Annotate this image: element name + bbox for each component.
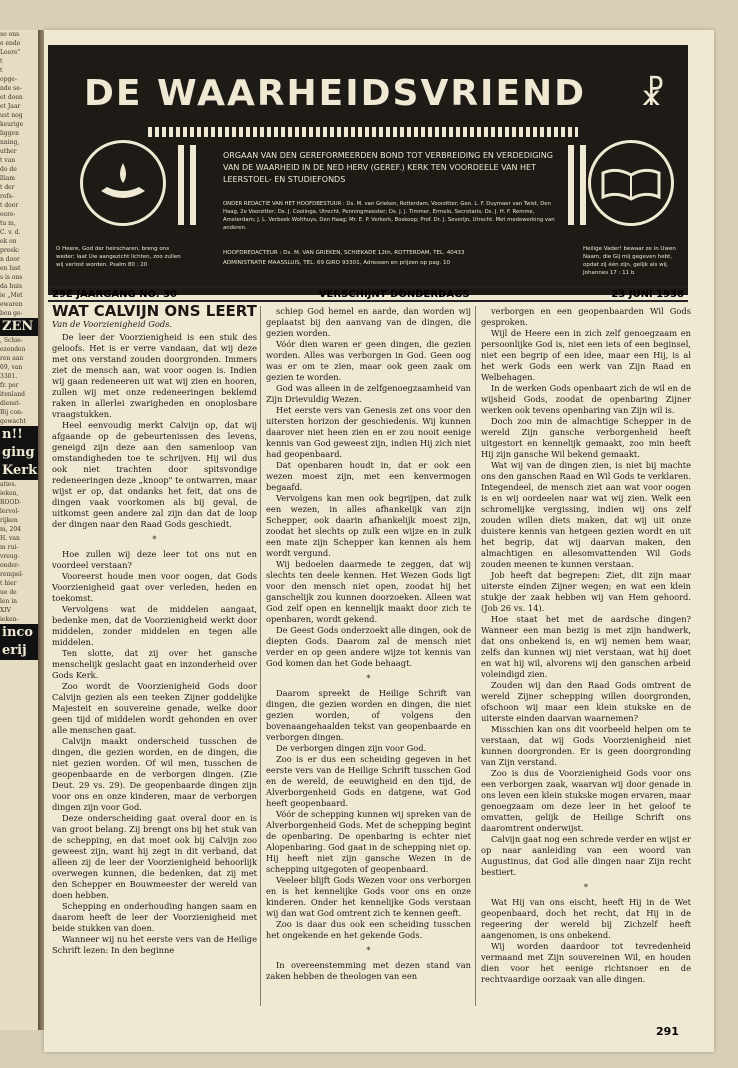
- article-paragraph: Vóór de schepping kunnen wij spreken van de Alverborgenheid Gods. Met de schepping begint de openbaring. De openbaring is echter niet Alopenbaring. God gaat in de schepping niet op. Hij heeft niet zijn gansche Wezen in de schepping uitgegoten of geopenbaard.: [266, 809, 471, 874]
- prev-page-fragment: e ende: [0, 40, 21, 47]
- prev-page-fragment: ROOD-: [0, 499, 22, 506]
- article-paragraph: Wijl de Heere een in zich zelf genoegzaam en persoonlijke God is, niet een iets of een beginsel, niet een begrip of een idee, maar een Hij, is al het werk Gods een werk van Zijn Raad en Welbehagen.: [481, 328, 691, 382]
- prev-page-heading: erij: [0, 642, 40, 660]
- prev-page-fragment: XIV: [0, 607, 11, 614]
- article-paragraph: Deze onderscheiding gaat overal door en is van groot belang. Zij brengt ons bij het stuk van de schepping, en dat moet ook bij Calvijn zoo geweest zijn, want hij zegt in dit verband, dat alleen zij de leer der Voorzienigheid behoorlijk overwegen kunnen, die bedenken, dat zij met den Schepper en Bouwmeester der wereld van doen hebben.: [52, 813, 257, 900]
- prev-page-fragment: ek on: [0, 238, 17, 245]
- masthead: [48, 45, 688, 295]
- prev-page-fragment: rijken: [0, 517, 18, 524]
- article-paragraph: Hoe zullen wij deze leer tot ons nut en voordeel verstaan?: [52, 549, 257, 570]
- column-rule: [475, 306, 476, 1006]
- prev-page-fragment: , Schie-: [0, 337, 23, 344]
- article-paragraph: Vervolgens kan men ook begrijpen, dat zulk een wezen, in alles afhankelijk van zijn Schepper, ook daarin afhankelijk moest zijn, zoodat het slechts op zulk een wijze en in zulk een mate zijn Schepper kan kennen als hem wordt vergund.: [266, 493, 471, 558]
- article-paragraph: Heel eenvoudig merkt Calvijn op, dat wij afgaande op de gebeurtenissen des levens, geneigd zijn deze aan den samenloop van omstandigheden toe te schrijven. Hij wil dus ook niet trachten door spitsvondige redeneeringen deze „knoop" te ontwarren, maar wijst er op, dat ondanks het feit, dat ons de dingen vaak voorkomen als bij geval, de uitkomst geen andere zal zijn dan dat de loop der dingen naar den Raad Gods geschiedt.: [52, 420, 257, 529]
- lamp-emblem-icon: [80, 140, 166, 226]
- prev-page-fragment: ezonden: [0, 346, 26, 353]
- section-separator: *: [366, 945, 371, 955]
- prev-page-heading: inco: [0, 624, 40, 642]
- article-subtitle: Van de Voorzienigheid Gods.: [52, 319, 173, 329]
- volume-number: 29E JAARGANG NO. 30: [52, 288, 177, 300]
- prev-page-fragment: et doen: [0, 94, 23, 101]
- prev-page-heading: Kerk: [0, 462, 40, 480]
- section-separator: *: [583, 882, 589, 892]
- prev-page-fragment: preek:: [0, 247, 20, 254]
- prev-page-heading: ZEN: [0, 318, 40, 336]
- article-paragraph: Veeleer blijft Gods Wezen voor ons verborgen en is het kennelijke Gods voor ons en onze kinderen. Onder het kennelijke Gods verstaan wij dan wat God omtrent zich te kennen geeft.: [266, 875, 471, 918]
- article-paragraph: Zouden wij dan den Raad Gods omtrent de wereld Zijner schepping willen doorgronden, ofschoon wij maar een klein stukske en de uiterste einden daarvan waarnemen?: [481, 680, 691, 723]
- prev-page-fragment: opge-: [0, 76, 17, 83]
- prev-page-fragment: vreug-: [0, 553, 20, 560]
- prev-page-heading: ging: [0, 444, 40, 462]
- prev-page-fragment: Leere": [0, 49, 21, 56]
- article-paragraph: Calvijn gaat nog een schrede verder en wijst er op naar aanleiding van een woord van Augustinus, dat God alle dingen naar Zijn recht bestiert.: [481, 834, 691, 877]
- prev-page-fragment: lliam: [0, 175, 16, 182]
- previous-page-edge: [0, 30, 43, 1030]
- article-title: WAT CALVIJN ONS LEERT: [52, 302, 257, 320]
- prev-page-fragment: ust nog: [0, 112, 23, 119]
- prev-page-fragment: en lust: [0, 265, 21, 272]
- prev-page-fragment: aties.: [0, 481, 17, 488]
- prev-page-fragment: fr. per: [0, 382, 19, 389]
- prev-page-fragment: ben ge-: [0, 310, 23, 317]
- prev-page-fragment: m, 204: [0, 526, 21, 533]
- prev-page-fragment: m rui-: [0, 544, 19, 551]
- article-paragraph: Wat Hij van ons eischt, heeft Hij in de Wet geopenbaard, doch het recht, dat Hij in de regeering der wereld bij Zichzelf heeft aangenomen, is ons onbekend.: [481, 897, 691, 940]
- issue-date: 23 JUNI 1938: [611, 288, 684, 300]
- article-paragraph: In overeenstemming met dezen stand van zaken hebben de theologen van een: [266, 960, 471, 981]
- article-paragraph: Ten slotte, dat zij over het gansche menschelijk geslacht gaat en inzonderheid over Gods Kerk.: [52, 648, 257, 680]
- prev-page-fragment: ieken,: [0, 490, 19, 497]
- article-paragraph: Zoo wordt de Voorzienigheid Gods door Calvijn gezien als een teeken Zijner goddelijke Majesteit en souvereine genade, welke door geen tijd of middelen wordt gehonden en over alle menschen gaat.: [52, 681, 257, 735]
- column-rule: [260, 306, 261, 1006]
- article-paragraph: De verborgen dingen zijn voor God.: [276, 743, 427, 753]
- prev-page-fragment: onder-: [0, 562, 20, 569]
- prev-page-fragment: et Jaar: [0, 103, 21, 110]
- editorial-board: ONDER REDACTIE VAN HET HOOFDBESTUUR : Ds. M. van Grieken, Rotterdam, Voorzitter; Gen. L. F. Duymaer van Twist, Den Haag, 2e Voorzitter; Ds. J. Coolinga, Utrecht, Penningmeester; Ds. J. J. Timmer, Ermelo, Secretaris; Ds. J. H. F. Remme, Amsterdam; J. L. Verbeek Wolthuys, Den Haag; Mr. E. P. Verkerk, Boskoop; Prof. Dr. J. Severijn, Utrecht. Met medewerking van anderen.: [223, 201, 555, 231]
- article-paragraph: De Geest Gods onderzoekt alle dingen, ook de diepten Gods. Daarom zal de mensch niet verder en op geen andere wijze tot kennis van God komen dan het Gode behaagt.: [266, 625, 471, 668]
- article-paragraph: Het eerste vers van Genesis zet ons voor den uitersten horizon der geschiedenis. Wij kunnen daarover niet heen zien en er zou nooit eenige kennis van God geweest zijn, indien Hij zich niet had geopenbaard.: [266, 405, 471, 459]
- prev-page-fragment: gewacht: [0, 418, 26, 425]
- prev-page-fragment: t door: [0, 202, 19, 209]
- article-column-2: [266, 306, 471, 982]
- article-paragraph: In de werken Gods openbaart zich de wil en de wijsheid Gods, zoodat de openbaring Zijner werken ook tevens openbaring van Zijn wil is.: [481, 383, 691, 415]
- article-paragraph: Misschien kan ons dit voorbeeld helpen om te verstaan, dat wij Gods Voorzienigheid niet kunnen doorgronden. Er is geen doorgronding van Zijn verstand.: [481, 724, 691, 767]
- prev-page-fragment: itenland: [0, 391, 25, 398]
- article-column-3: [481, 306, 691, 985]
- prev-page-fragment: liggen: [0, 130, 19, 137]
- prev-page-fragment: C. v. d.: [0, 229, 21, 236]
- pillar-decoration: [580, 145, 586, 225]
- prev-page-fragment: s is ons: [0, 274, 23, 281]
- article-paragraph: schiep God hemel en aarde, dan worden wij geplaatst bij den aanvang van de dingen, die gezien worden.: [266, 306, 471, 338]
- prev-page-fragment: dienst-: [0, 400, 21, 407]
- newspaper-page: [44, 30, 714, 1052]
- article-paragraph: Wij bedoelen daarmede te zeggen, dat wij slechts ten deele kennen. Het Wezen Gods ligt voor den mensch niet open, zoodat hij het ganschelijk zou kunnen doorzoeken. Alleen wat God zelf open en kennelijk maakt door zich te openbaren, wordt gekend.: [266, 559, 471, 624]
- masthead-title: DE WAARHEIDSVRIEND: [84, 73, 587, 114]
- prev-page-fragment: so ons: [0, 31, 20, 38]
- prev-page-fragment: H. van: [0, 535, 20, 542]
- prev-page-fragment: t: [0, 58, 3, 65]
- prev-page-fragment: t der: [0, 184, 15, 191]
- prev-page-fragment: n door: [0, 256, 20, 263]
- article-paragraph: Zoo is er dus een scheiding gegeven in het eerste vers van de Heilige Schrift tusschen God en de wereld, de eeuwigheid en den tijd, de Alverborgenheid Gods en datgene, wat God heeft geopenbaard.: [266, 754, 471, 808]
- pillar-decoration: [190, 145, 196, 225]
- prev-page-fragment: ie „Met: [0, 292, 23, 299]
- open-book-emblem-icon: [588, 140, 674, 226]
- article-paragraph: Vervolgens wat de middelen aangaat, bedenke men, dat de Voorzienigheid werkt door middelen, zonder middelen en tegen alle middelen.: [52, 604, 257, 647]
- issue-band: [48, 286, 688, 302]
- prev-page-fragment: keurige: [0, 121, 24, 128]
- page-number: 291: [656, 1025, 679, 1038]
- article-paragraph: verborgen en een geopenbaarden Wil Gods gesproken.: [481, 306, 691, 327]
- prev-page-fragment: ewaren: [0, 301, 23, 308]
- prev-page-fragment: uther: [0, 148, 17, 155]
- motto-john: Heilige Vader! bewaar ze in Uwen Naam, die Gij mij gegeven hebt, opdat zij één zijn, gelijk als wij. Johannes 17 : 11 b: [583, 246, 676, 276]
- article-paragraph: God was alleen in de zelfgenoegzaamheid van Zijn Drievuldig Wezen.: [266, 383, 471, 404]
- article-column-1: [52, 302, 257, 956]
- article-paragraph: Wij worden daardoor tot tevredenheid vermaand met Zijn souvereinen Wil, en houden dien voor het eenige richtsnoer en de rechtvaardige oorzaak van alle dingen.: [481, 941, 691, 984]
- prev-page-fragment: do de: [0, 166, 17, 173]
- prev-page-heading: n!!: [0, 426, 40, 444]
- chief-editor: HOOFDREDACTEUR : Ds. M. VAN GRIEKEN, SCHIEKADE 12th, ROTTERDAM, TEL. 40433: [223, 250, 465, 256]
- section-separator: *: [366, 673, 371, 683]
- article-paragraph: Schepping en onderhouding hangen saam en daarom heeft de leer der Voorzienigheid met beide stukken van doen.: [52, 901, 257, 933]
- prev-page-fragment: ieken-: [0, 616, 19, 623]
- prev-page-fragment: t: [0, 67, 3, 74]
- prev-page-fragment: 3301.: [0, 373, 18, 380]
- article-paragraph: Doch zoo min de almachtige Schepper in de wereld Zijn gansche verborgenheid heeft uitgestort en kennelijk gemaakt, zoo min heeft Hij zijn gansche Wil bekend gemaakt.: [481, 416, 691, 459]
- publication-schedule: VERSCHIJNT DONDERDAGS: [318, 288, 470, 300]
- article-paragraph: Calvijn maakt onderscheid tusschen de dingen, die gezien worden, en de dingen, die niet gezien worden. Of wil men, tusschen de geopenbaarde en de verborgen dingen. (Zie Deut. 29 vs. 29). De geopenbaarde dingen zijn voor ons en onze kinderen, maar de verborgen dingen zijn voor God.: [52, 736, 257, 812]
- prev-page-fragment: 69, van: [0, 364, 23, 371]
- article-paragraph: Daarom spreekt de Heilige Schrift van dingen, die gezien worden en dingen, die niet gezien worden, of volgens den bovenaangehaalden tekst van geopenbaarde en verborgen dingen.: [266, 688, 471, 742]
- prev-page-fragment: ue de: [0, 589, 17, 596]
- prev-page-fragment: rofs-: [0, 193, 14, 200]
- prev-page-fragment: lervol-: [0, 508, 20, 515]
- prev-page-fragment: t hier: [0, 580, 17, 587]
- prev-page-fragment: Bij con-: [0, 409, 23, 416]
- administration: ADMINISTRATIE MAASSLUIS, TEL. 69 GIRO 93301, Adressen en prijzen op pag. 10: [223, 260, 451, 266]
- prev-page-fragment: eere-: [0, 211, 16, 218]
- masthead-stripe: [148, 127, 578, 137]
- motto-psalm: O Heere, God der heirscharen, breng ons weder; laat Uw aangezicht lichten, zoo zullen wij verlost worden. Psalm 80 : 20: [56, 246, 181, 268]
- prev-page-fragment: tu m,: [0, 220, 16, 227]
- section-separator: *: [152, 534, 157, 544]
- article-paragraph: De leer der Voorzienigheid is een stuk des geloofs. Het is er verre vandaan, dat wij deze met ons verstand zouden doorgronden. Immers ziet de mensch aan, wat voor oogen is. Indien wij gaan redeneeren uit wat wij zien en hooren, zullen wij met onze redeneeringen beklemd raken in allerlei zwarigheden en onoplosbare vraagstukken.: [52, 332, 257, 419]
- article-paragraph: Dat openbaren houdt in, dat er ook een wezen moest zijn, met een kenvermogen begaafd.: [266, 460, 471, 492]
- article-paragraph: Wanneer wij nu het eerste vers van de Heilige Schrift lezen: In den beginne: [52, 934, 257, 955]
- address-block: [223, 248, 563, 268]
- prev-page-fragment: ren aan: [0, 355, 24, 362]
- chi-rho-icon: ☧: [640, 75, 666, 113]
- prev-page-fragment: rempel-: [0, 571, 24, 578]
- pillar-decoration: [178, 145, 184, 225]
- article-paragraph: Job heeft dat begrepen: Ziet, dit zijn maar uiterste einden Zijner wegen; en wat een klein stukje der zaak hebben wij van Hem gehoord. (Job 26 vs. 14).: [481, 570, 691, 613]
- organ-subtitle: ORGAAN VAN DEN GEREFORMEERDEN BOND TOT VERBREIDING EN VERDEDIGING VAN DE WAARHEID IN DE NED HERV (GEREF.) KERK TEN VOORDEELE VAN HET LEERSTOEL- EN STUDIEFONDS: [223, 151, 553, 184]
- prev-page-fragment: da huis: [0, 283, 23, 290]
- prev-page-fragment: nde se-: [0, 85, 22, 92]
- article-paragraph: Vooreerst houde men voor oogen, dat Gods Voorzienigheid gaat over verleden, heden en toekomst.: [52, 571, 257, 603]
- prev-page-fragment: nning,: [0, 139, 20, 146]
- pillar-decoration: [568, 145, 574, 225]
- prev-page-fragment: t van: [0, 157, 16, 164]
- article-paragraph: Vóór dien waren er geen dingen, die gezien worden. Alles was verborgen in God. Geen oog was er om te zien, maar ook geen zaak om gezien te worden.: [266, 339, 471, 382]
- article-paragraph: Wat wij van de dingen zien, is niet bij machte ons den ganschen Raad en Wil Gods te verklaren. Integendeel, de mensch ziet aan wat voor oogen is en wij oordeelen naar wat wij zien. Welk een schromelijke vergissing, indien wij ons zelf zouden willen diets maken, dat wij uit onze duistere kennis van hetgeen gezien wordt en uit het begrip, dat wij daarvan maken, den almachtigen en allesomvattenden Wil Gods zouden meenen te kunnen verstaan.: [481, 460, 691, 569]
- article-paragraph: Hoe staat het met de aardsche dingen? Wanneer een man bezig is met zijn handwerk, dat ons onbekend is, en wij nemen hem waar, zelfs dan kunnen wij niet verstaan, wat hij doet en wat hij wil, alvorens wij den ganschen arbeid voleindigd zien.: [481, 614, 691, 679]
- prev-page-fragment: len in: [0, 598, 18, 605]
- article-paragraph: Zoo is daar dus ook een scheiding tusschen het ongekende en het gekende Gods.: [266, 919, 471, 940]
- article-paragraph: Zoo is dus de Voorzienigheid Gods voor ons een verborgen zaak, waarvan wij door genade in ons leven een klein stukske mogen ervaren, maar genoegzaam om deze leer in het geloof te omvatten, gelijk de Heilige Schrift ons daaromtrent onderwijst.: [481, 768, 691, 833]
